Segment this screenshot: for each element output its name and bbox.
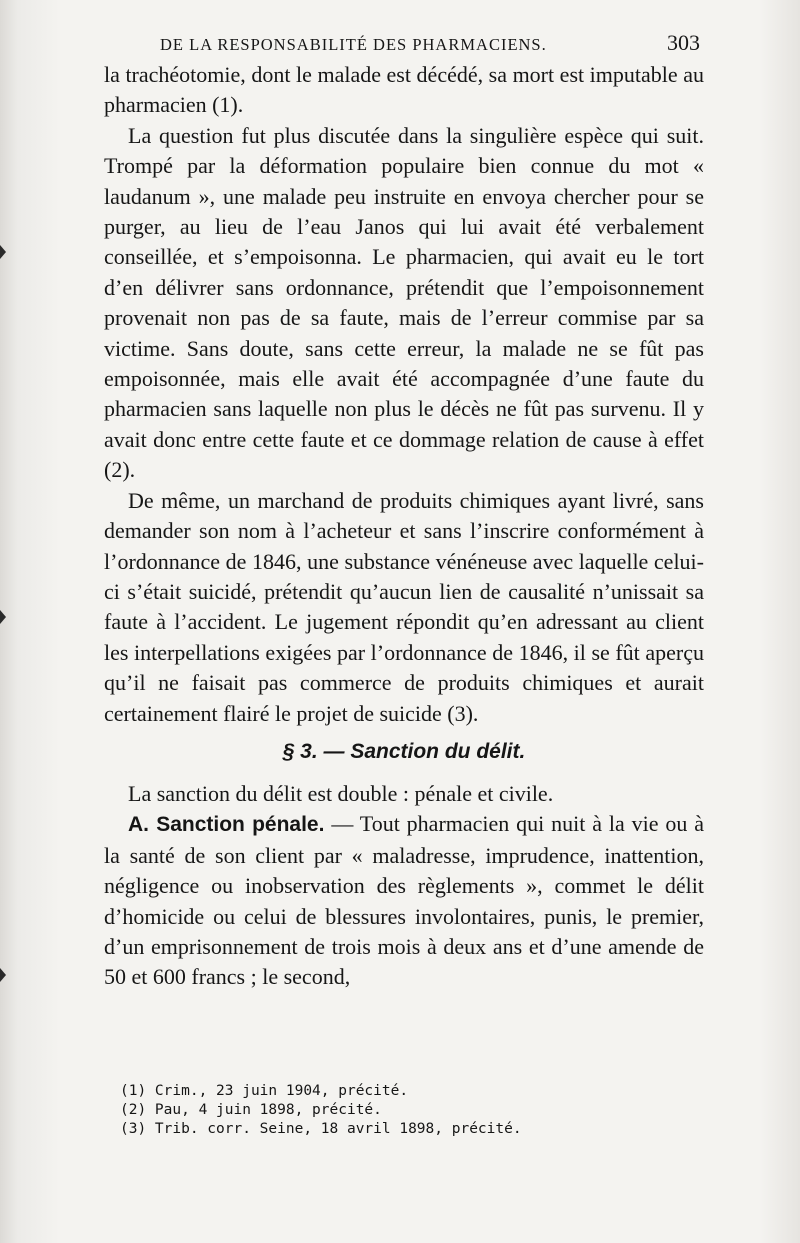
paragraph: La question fut plus discutée dans la singulière espèce qui suit. Trompé par la déformation populaire bien connue du mot « laudanum », une malade peu instruite en envoya chercher pour se purger, au lieu de l’eau Janos qui lui avait été verbalement conseillée, et s’empoisonna. Le pharmacien, qui avait eu le tort d’en délivrer sans ordonnance, prétendit que l’empoisonnement provenait non pas de sa faute, mais de l’erreur commise par sa victime. Sans doute, sans cette erreur, la malade ne se fût pas empoisonnée, mais elle avait été accompagnée d’une faute du pharmacien sans laquelle non plus le décès ne fût pas survenu. Il y avait donc entre cette faute et ce dommage relation de cause à effet (2). <box>104 122 704 483</box>
section-heading: § 3. — Sanction du délit. <box>282 739 526 763</box>
subsection-text: — Tout pharmacien qui nuit à la vie ou à la santé de son client par « maladresse, imprudence, inattention, négligence ou inobservation des règlements », commet le délit d’homicide ou celui de blessures involontaires, punis, le premier, d’un emprisonnement de trois mois à deux ans et d’une amende de 50 et 600 francs ; le second, <box>104 811 704 990</box>
footnotes <box>120 1082 680 1139</box>
footnote: (2) Pau, 4 juin 1898, précité. <box>120 1102 382 1118</box>
margin-tick-mark <box>0 245 6 259</box>
subsection-paragraph <box>104 809 704 992</box>
body-text <box>104 60 704 993</box>
footnote: (1) Crim., 23 juin 1904, précité. <box>120 1083 409 1099</box>
footnote: (3) Trib. corr. Seine, 18 avril 1898, précité. <box>120 1121 522 1137</box>
running-head <box>160 30 700 56</box>
subsection-lead: A. Sanction pénale. <box>128 813 325 837</box>
page-number: 303 <box>667 30 700 55</box>
running-title: DE LA RESPONSABILITÉ DES PHARMACIENS. <box>160 35 547 54</box>
paragraph: De même, un marchand de produits chimiques ayant livré, sans demander son nom à l’acheteur et sans l’inscrire conformément à l’ordonnance de 1846, une substance vénéneuse avec laquelle celui-ci s’était suicidé, prétendit qu’aucun lien de causalité n’unissait sa faute à l’accident. Le jugement répondit qu’en adressant au client les interpellations exigées par l’ordonnance de 1846, il se fût aperçu qu’il ne faisait pas commerce de produits chimiques et aurait certainement flairé le projet de suicide (3). <box>104 487 704 726</box>
margin-tick-mark <box>0 610 6 624</box>
paragraph: la trachéotomie, dont le malade est décédé, sa mort est imputable au pharmacien (1). <box>104 62 704 118</box>
margin-tick-mark <box>0 968 6 982</box>
section-intro: La sanction du délit est double : pénale et civile. <box>128 780 554 806</box>
